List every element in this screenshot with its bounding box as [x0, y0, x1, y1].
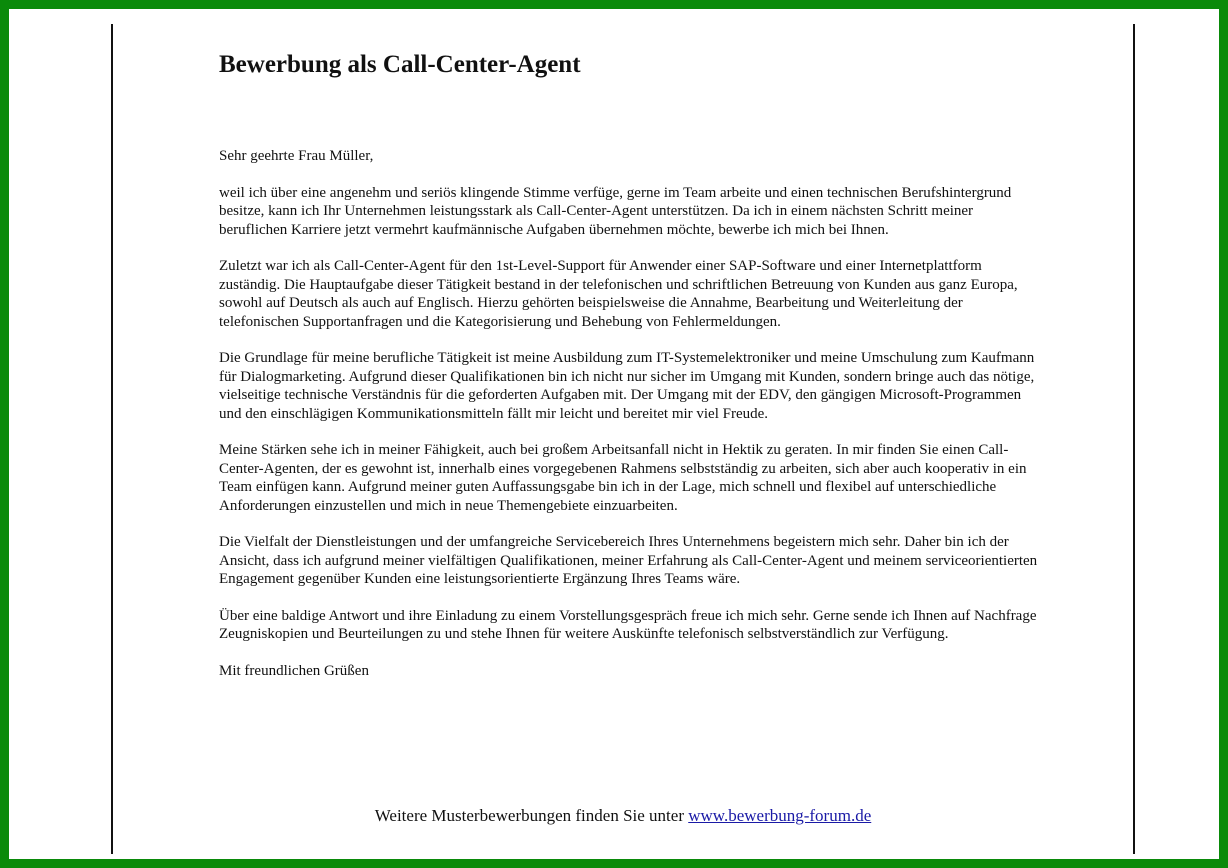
- footer-prefix: Weitere Musterbewerbungen finden Sie unter: [374, 806, 689, 825]
- letter-paragraph-2: Zuletzt war ich als Call-Center-Agent für den 1st-Level-Support für Anwender einer SAP-Software und einer Internetplattform zuständig. Die Hauptaufgabe dieser Tätigkeit bestand in der telefonischen und schriftlichen Betreuung von Kunden aus ganz Europa, sowohl auf Deutsch als auch auf Englisch. Hierzu gehörten beispielsweise die Annahme, Bearbeitung und Weiterleitung der telefonischen Supportanfragen und die Kategorisierung und Behebung von Fehlermeldungen.: [219, 258, 1018, 330]
- letter-paragraph-4: Meine Stärken sehe ich in meiner Fähigkeit, auch bei großem Arbeitsanfall nicht in Hektik zu geraten. In mir finden Sie einen Call-Center-Agenten, der es gewohnt ist, innerhalb eines vorgegebenen Rahmens selbstständig zu arbeiten, sich aber auch kooperativ in ein Team einfügen kann. Aufgrund meiner guten Auffassungsgabe bin ich in der Lage, mich schnell und flexibel auf unterschiedliche Anforderungen einzustellen und mich in neue Themengebiete einzuarbeiten.: [219, 442, 1027, 514]
- letter-body: [219, 49, 1039, 680]
- letter-closing: Mit freundlichen Grüßen: [219, 662, 369, 679]
- right-margin-rule: [1133, 24, 1135, 854]
- letter-paragraph-1: weil ich über eine angenehm und seriös klingende Stimme verfüge, gerne im Team arbeite und einen technischen Berufshintergrund besitze, kann ich Ihr Unternehmen leistungsstark als Call-Center-Agent unterstützen. Da ich in einem nächsten Schritt meiner beruflichen Karriere jetzt vermehrt kaufmännische Aufgaben übernehmen möchte, bewerbe ich mich bei Ihnen.: [219, 184, 1012, 238]
- letter-paragraph-5: Die Vielfalt der Dienstleistungen und der umfangreiche Servicebereich Ihres Unternehmens begeistern mich sehr. Daher bin ich der Ansicht, dass ich aufgrund meiner vielfältigen Qualifikationen, meiner Erfahrung als Call-Center-Agent und meinem serviceorientierten Engagement gegenüber Kunden eine leistungsorientierte Ergänzung Ihres Teams wäre.: [219, 534, 1038, 587]
- letter-salutation: Sehr geehrte Frau Müller,: [219, 148, 374, 164]
- left-margin-rule: [111, 24, 113, 854]
- footer-note: [113, 806, 1133, 826]
- footer-link[interactable]: www.bewerbung-forum.de: [688, 806, 872, 825]
- letter-paragraph-3: Die Grundlage für meine berufliche Tätigkeit ist meine Ausbildung zum IT-Systemelektroniker und meine Umschulung zum Kaufmann für Dialogmarketing. Aufgrund dieser Qualifikationen bin ich nicht nur sicher im Umgang mit Kunden, sondern bringe auch das nötige, vielseitige technische Verständnis für die geforderten Aufgaben mit. Der Umgang mit der EDV, den gängigen Microsoft-Programmen und den einschlägigen Kommunikationsmitteln fällt mir leicht und bereitet mir viel Freude.: [219, 350, 1035, 422]
- letter-title: Bewerbung als Call-Center-Agent: [219, 51, 581, 78]
- letter-paragraph-6: Über eine baldige Antwort und ihre Einladung zu einem Vorstellungsgespräch freue ich mich sehr. Gerne sende ich Ihnen auf Nachfrage Zeugniskopien und Beurteilungen zu und stehe Ihnen für weitere Auskünfte telefonisch selbstverständlich zur Verfügung.: [219, 607, 1037, 642]
